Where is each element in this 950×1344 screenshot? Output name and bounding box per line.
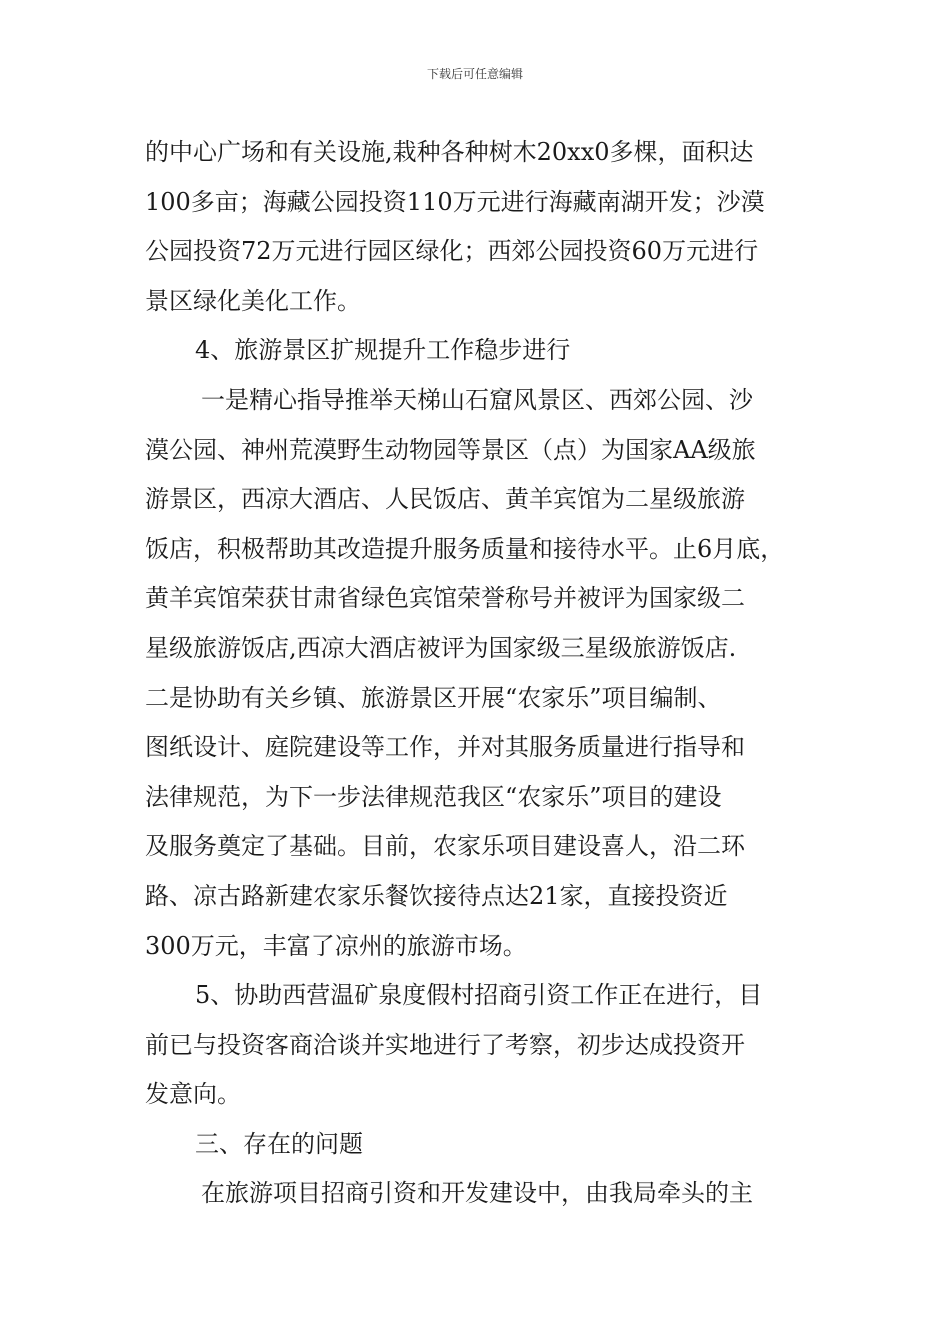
text-line: 漠公园、神州荒漠野生动物园等景区（点）为国家AA级旅 [145,435,756,464]
text-line: 法律规范，为下一步法律规范我区“农家乐”项目的建设 [145,782,722,811]
text-line: 公园投资72万元进行园区绿化；西郊公园投资60万元进行 [145,237,759,266]
text-line: 及服务奠定了基础。目前，农家乐项目建设喜人，沿二环 [145,832,745,861]
text-line: 5、协助西营温矿泉度假村招商引资工作正在进行，目 [195,981,763,1010]
text-line: 的中心广场和有关设施,栽种各种树木20xx0多棵，面积达 [145,138,754,166]
text-line: 4、旅游景区扩规提升工作稳步进行 [195,336,571,365]
text-line: 在旅游项目招商引资和开发建设中，由我局牵头的主 [201,1179,753,1208]
text-line: 星级旅游饭店,西凉大酒店被评为国家级三星级旅游饭店. [145,633,737,662]
text-line: 游景区，西凉大酒店、人民饭店、黄羊宾馆为二星级旅游 [145,485,745,514]
text-line: 100多亩；海藏公园投资110万元进行海藏南湖开发；沙漠 [145,187,765,216]
text-line: 饭店，积极帮助其改造提升服务质量和接待水平。止6月底， [145,534,785,563]
text-line: 一是精心指导推举天梯山石窟风景区、西郊公园、沙 [201,385,753,414]
text-line: 300万元，丰富了凉州的旅游市场。 [145,931,527,960]
text-line: 发意向。 [145,1080,241,1109]
document-body [145,128,810,1219]
text-line: 二是协助有关乡镇、旅游景区开展“农家乐”项目编制、 [145,683,722,712]
text-line: 前已与投资客商洽谈并实地进行了考察，初步达成投资开 [145,1030,745,1059]
text-line: 图纸设计、庭院建设等工作，并对其服务质量进行指导和 [145,733,745,762]
text-line: 路、凉古路新建农家乐餐饮接待点达21家，直接投资近 [145,881,728,910]
text-line: 三、存在的问题 [195,1129,363,1158]
text-line: 黄羊宾馆荣获甘肃省绿色宾馆荣誉称号并被评为国家级二 [145,584,745,613]
text-line: 景区绿化美化工作。 [145,286,361,315]
page-header: 下载后可任意编辑 [426,67,523,81]
